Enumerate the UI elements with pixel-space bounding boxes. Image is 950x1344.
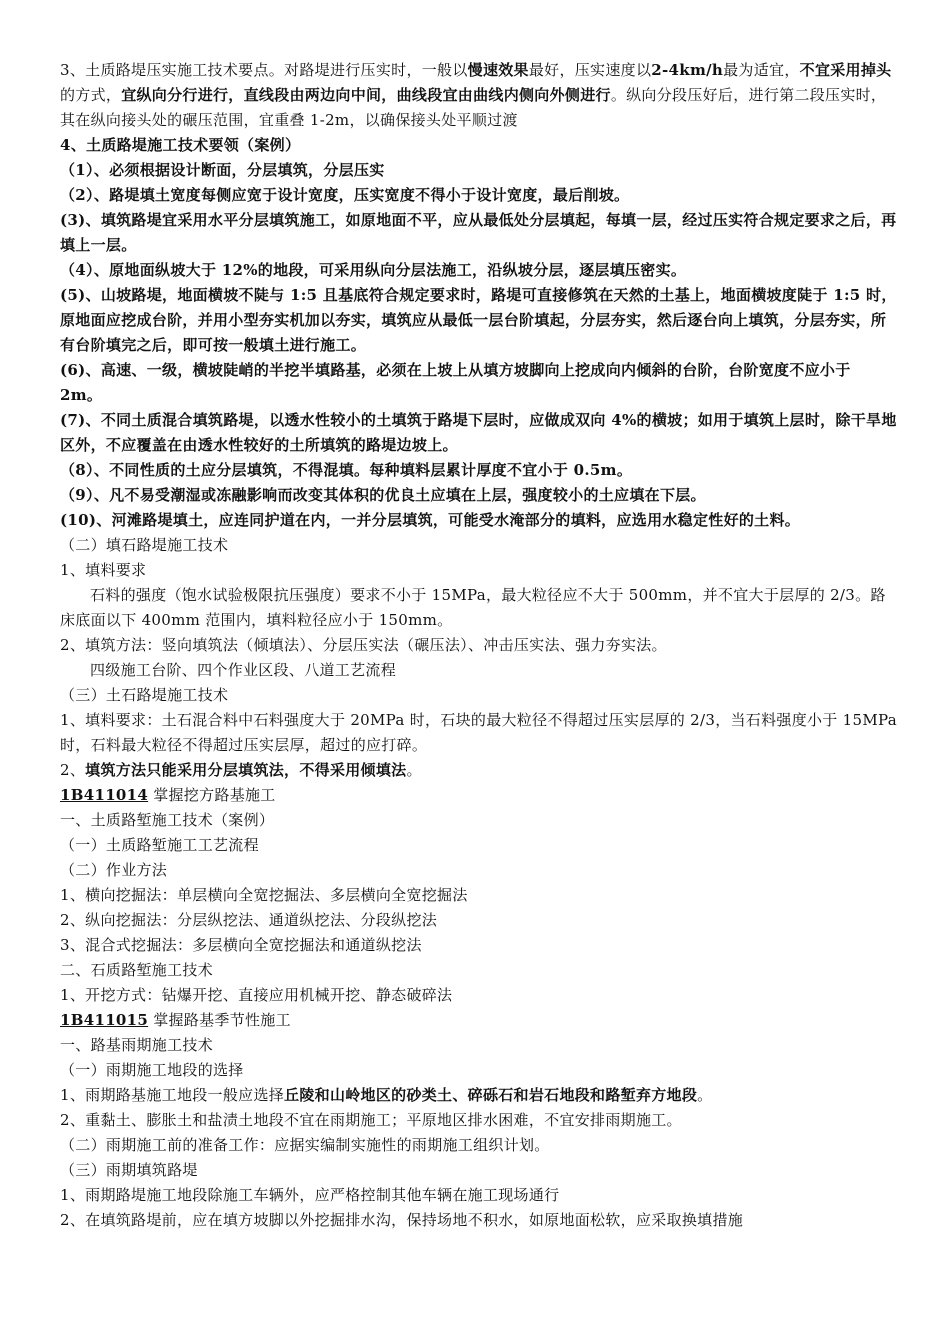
section-heading: 二、石质路堑施工技术 bbox=[60, 961, 214, 979]
sub-heading: （二）作业方法 bbox=[60, 861, 168, 879]
sub-heading: （三）雨期填筑路堤 bbox=[60, 1161, 198, 1179]
chapter-heading bbox=[60, 783, 898, 808]
list-item: (3)、填筑路堤宜采用水平分层填筑施工，如原地面不平，应从最低处分层填起，每填一层，经过压实符合规定要求之后，再填上一层。 bbox=[60, 211, 897, 254]
emphasis: 丘陵和山岭地区的砂类土、碎砾石和岩石地段和路堑弃方地段 bbox=[284, 1086, 698, 1104]
chapter-title: 掌握路基季节性施工 bbox=[148, 1011, 291, 1029]
paragraph: 1、填料要求：土石混合料中石料强度大于 20MPa 时，石块的最大粒径不得超过压实层厚的 2/3，当石料强度小于 15MPa 时，石料最大粒径不得超过压实层厚，超过的应打碎。 bbox=[60, 711, 897, 754]
section-heading: 一、路基雨期施工技术 bbox=[60, 1036, 214, 1054]
chapter-heading bbox=[60, 1008, 898, 1033]
list-item: 1、雨期路堤施工地段除施工车辆外，应严格控制其他车辆在施工现场通行 bbox=[60, 1186, 560, 1204]
sub-heading: （一）土质路堑施工工艺流程 bbox=[60, 836, 259, 854]
text: 。 bbox=[697, 1086, 713, 1104]
emphasis: 慢速效果 bbox=[467, 61, 529, 79]
list-item bbox=[60, 1083, 898, 1108]
section-code: 1B411014 bbox=[60, 786, 149, 804]
paragraph: 2、填筑方法：竖向填筑法（倾填法）、分层压实法（碾压法）、冲击压实法、强力夯实法。 bbox=[60, 636, 667, 654]
paragraph bbox=[60, 758, 898, 783]
list-item: (5)、山坡路堤，地面横坡不陡与 1:5 且基底符合规定要求时，路堤可直接修筑在天然的土基上，地面横坡度陡于 1:5 时，原地面应挖成台阶，并用小型夯实机加以夯实，填筑应从最低一层台阶填起，分层夯实，然后逐台向上填筑，分层夯实，所有台阶填完之后，即可按一般填土进行施工。 bbox=[60, 286, 897, 354]
list-item: (6)、高速、一级，横坡陡峭的半挖半填路基，必须在上坡上从填方坡脚向上挖成向内倾斜的台阶，台阶宽度不应小于 2m。 bbox=[60, 361, 851, 404]
list-item: 1、横向挖掘法：单层横向全宽挖掘法、多层横向全宽挖掘法 bbox=[60, 886, 468, 904]
emphasis: 填筑方法只能采用分层填筑法，不得采用倾填法 bbox=[85, 761, 407, 779]
text: 2、 bbox=[60, 761, 86, 779]
list-item: （4）、原地面纵坡大于 12%的地段，可采用纵向分层法施工，沿纵坡分层，逐层填压密实。 bbox=[60, 261, 687, 279]
text: 。纵向分段压好后，进行第二段压实时，其在纵向接头处的碾压范围，宜重叠 1-2m，以确保接头处平顺过渡 bbox=[60, 86, 887, 129]
text: 的方式， bbox=[60, 86, 122, 104]
emphasis: 宜纵向分行进行，直线段由两边向中间，曲线段宜由曲线内侧向外侧进行 bbox=[121, 86, 611, 104]
list-item: 2、在填筑路堤前，应在填方坡脚以外挖掘排水沟，保持场地不积水，如原地面松软，应采取换填措施 bbox=[60, 1211, 744, 1229]
section-code: 1B411015 bbox=[60, 1011, 149, 1029]
section-heading: （三）土石路堤施工技术 bbox=[60, 686, 229, 704]
list-item: (7)、不同土质混合填筑路堤，以透水性较小的土填筑于路堤下层时，应做成双向 4%的横坡；如用于填筑上层时，除干旱地区外，不应覆盖在由透水性较好的土所填筑的路堤边坡上。 bbox=[60, 411, 897, 454]
paragraph-compaction bbox=[60, 58, 898, 133]
document-page bbox=[60, 58, 898, 1233]
list-item: 2、重黏土、膨胀土和盐渍土地段不宜在雨期施工；平原地区排水困难，不宜安排雨期施工。 bbox=[60, 1111, 682, 1129]
sub-heading: （一）雨期施工地段的选择 bbox=[60, 1061, 244, 1079]
list-item: （1）、必须根据设计断面，分层填筑，分层压实 bbox=[60, 161, 385, 179]
list-item: 1、开挖方式：钻爆开挖、直接应用机械开挖、静态破碎法 bbox=[60, 986, 453, 1004]
list-item: 2、纵向挖掘法：分层纵挖法、通道纵挖法、分段纵挖法 bbox=[60, 911, 438, 929]
paragraph: 四级施工台阶、四个作业区段、八道工艺流程 bbox=[90, 661, 397, 679]
emphasis: 不宜采用掉头 bbox=[799, 61, 892, 79]
section-heading: 4、土质路堤施工技术要领（案例） bbox=[60, 136, 301, 154]
chapter-title: 掌握挖方路基施工 bbox=[148, 786, 276, 804]
list-item: (10)、河滩路堤填土，应连同护道在内，一并分层填筑，可能受水淹部分的填料，应选用水稳定性好的土料。 bbox=[60, 511, 801, 529]
paragraph: 石料的强度（饱水试验极限抗压强度）要求不小于 15MPa，最大粒径应不大于 500mm，并不宜大于层厚的 2/3。路床底面以下 400mm 范围内，填料粒径应小于 150mm。 bbox=[60, 586, 886, 629]
list-item: （2）、路堤填土宽度每侧应宽于设计宽度，压实宽度不得小于设计宽度，最后削坡。 bbox=[60, 186, 630, 204]
section-heading: （二）填石路堤施工技术 bbox=[60, 536, 229, 554]
list-item: （8）、不同性质的土应分层填筑，不得混填。每种填料层累计厚度不宜小于 0.5m。 bbox=[60, 461, 633, 479]
text: 最为适宜， bbox=[723, 61, 800, 79]
text: 最好，压实速度以 bbox=[528, 61, 652, 79]
list-item: 3、混合式挖掘法：多层横向全宽挖掘法和通道纵挖法 bbox=[60, 936, 422, 954]
sub-heading: 1、填料要求 bbox=[60, 561, 147, 579]
sub-heading: （二）雨期施工前的准备工作：应据实编制实施性的雨期施工组织计划。 bbox=[60, 1136, 550, 1154]
emphasis: 2-4km/h bbox=[651, 61, 724, 79]
text: 。 bbox=[406, 761, 422, 779]
text: 3、土质路堤压实施工技术要点。对路堤进行压实时，一般以 bbox=[60, 61, 468, 79]
text: 1、雨期路基施工地段一般应选择 bbox=[60, 1086, 285, 1104]
list-item: （9）、凡不易受潮湿或冻融影响而改变其体积的优良土应填在上层，强度较小的土应填在下层。 bbox=[60, 486, 706, 504]
section-heading: 一、土质路堑施工技术（案例） bbox=[60, 811, 275, 829]
